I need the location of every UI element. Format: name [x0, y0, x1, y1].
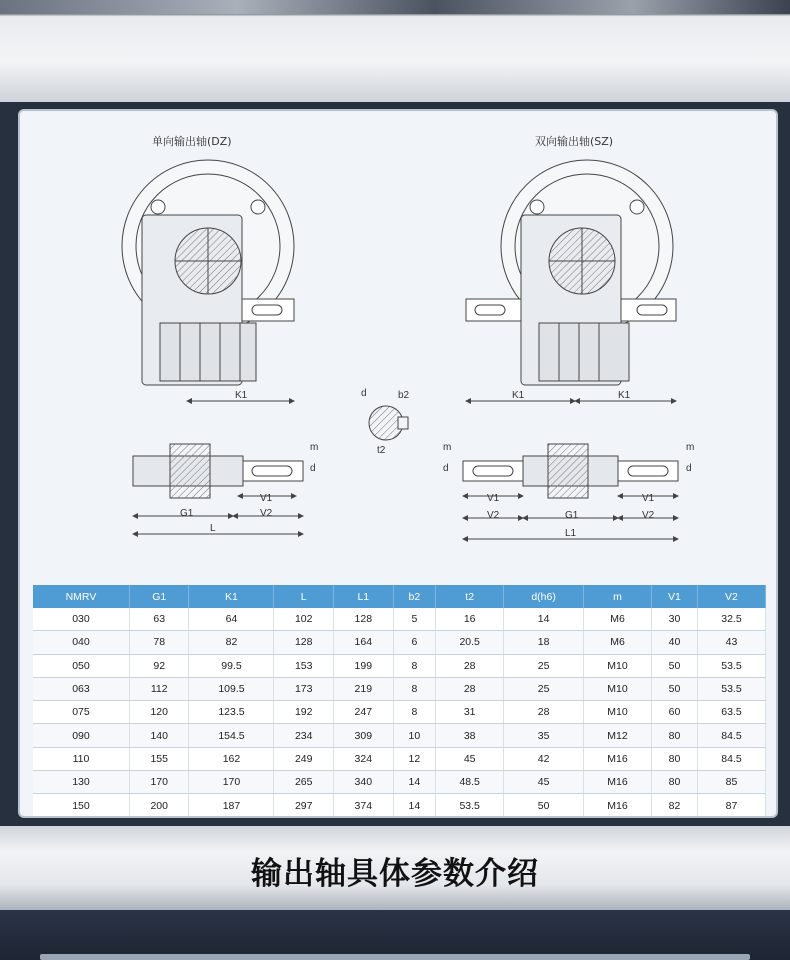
table-cell: 35: [504, 724, 584, 747]
table-cell: M16: [584, 794, 652, 817]
header-d: d(h6): [504, 585, 584, 608]
table-cell: 28: [436, 654, 504, 677]
table-cell: 164: [334, 631, 394, 654]
table-body: [33, 608, 766, 817]
table-cell: 170: [129, 771, 189, 794]
table-cell: 340: [334, 771, 394, 794]
table-cell: 84.5: [697, 747, 765, 770]
table-cell: M10: [584, 677, 652, 700]
shaft-dz-side-view: [133, 444, 303, 498]
table-cell: 6: [393, 631, 436, 654]
label-v1-left: V1: [260, 493, 273, 504]
table-cell: 153: [274, 654, 334, 677]
table-cell: M6: [584, 631, 652, 654]
table-cell: 090: [33, 724, 129, 747]
table-cell: 30: [652, 608, 698, 631]
table-cell: 53.5: [697, 677, 765, 700]
label-d-right-a: d: [443, 463, 449, 474]
table-cell: 50: [652, 677, 698, 700]
table-cell: 16: [436, 608, 504, 631]
table-cell: 102: [274, 608, 334, 631]
table-cell: 42: [504, 747, 584, 770]
table-cell: 50: [652, 654, 698, 677]
table-cell: 309: [334, 724, 394, 747]
table-cell: 8: [393, 677, 436, 700]
label-v1-right-b: V1: [642, 493, 655, 504]
header-nmrv: NMRV: [33, 585, 129, 608]
table-cell: 99.5: [189, 654, 274, 677]
table-cell: 53.5: [697, 654, 765, 677]
table-cell: 14: [393, 771, 436, 794]
table-cell: 040: [33, 631, 129, 654]
table-cell: 18: [504, 631, 584, 654]
table-cell: M16: [584, 747, 652, 770]
label-k1-right-a: K1: [512, 390, 525, 401]
header-l1: L1: [334, 585, 394, 608]
table-cell: 84.5: [697, 724, 765, 747]
table-cell: 31: [436, 701, 504, 724]
label-m-right-a: m: [443, 442, 452, 453]
footer-band: [0, 826, 790, 910]
table-cell: 14: [504, 608, 584, 631]
table-cell: 82: [189, 631, 274, 654]
table-cell: 170: [189, 771, 274, 794]
table-row: [33, 608, 766, 631]
table-cell: 32.5: [697, 608, 765, 631]
table-cell: 10: [393, 724, 436, 747]
table-cell: 8: [393, 654, 436, 677]
table-cell: 43: [697, 631, 765, 654]
top-band: [0, 0, 790, 102]
gearbox-dz-front-view: [122, 160, 294, 385]
table-cell: 28: [436, 677, 504, 700]
table-row: [33, 631, 766, 654]
label-k1-left: K1: [235, 390, 248, 401]
table-cell: 38: [436, 724, 504, 747]
label-t2: t2: [377, 445, 386, 456]
table-cell: 80: [652, 724, 698, 747]
label-m-right-b: m: [686, 442, 695, 453]
table-row: [33, 771, 766, 794]
table-cell: 60: [652, 701, 698, 724]
title-single-output: 单向输出轴(DZ): [152, 135, 232, 148]
table-cell: 80: [652, 771, 698, 794]
table-cell: 374: [334, 794, 394, 817]
shaft-cross-section: [369, 406, 408, 440]
technical-drawing: [20, 111, 776, 581]
table-cell: 030: [33, 608, 129, 631]
gearbox-sz-front-view: [466, 160, 676, 385]
table-cell: 45: [504, 771, 584, 794]
table-cell: 110: [33, 747, 129, 770]
table-cell: 50: [504, 794, 584, 817]
table-cell: 85: [697, 771, 765, 794]
table-cell: 63.5: [697, 701, 765, 724]
table-cell: 87: [697, 794, 765, 817]
table-cell: 155: [129, 747, 189, 770]
table-cell: 234: [274, 724, 334, 747]
label-b2: b2: [398, 390, 410, 401]
label-v1-right-a: V1: [487, 493, 500, 504]
table-header-row: [33, 585, 766, 608]
table-cell: 247: [334, 701, 394, 724]
table-cell: 265: [274, 771, 334, 794]
table-cell: 92: [129, 654, 189, 677]
top-strip: [0, 0, 790, 14]
header-k1: K1: [189, 585, 274, 608]
header-l: L: [274, 585, 334, 608]
table-cell: 150: [33, 794, 129, 817]
table-cell: 187: [189, 794, 274, 817]
table-cell: 162: [189, 747, 274, 770]
table-cell: 128: [334, 608, 394, 631]
header-b2: b2: [393, 585, 436, 608]
table-cell: 109.5: [189, 677, 274, 700]
table-cell: 20.5: [436, 631, 504, 654]
label-g1-right: G1: [565, 510, 579, 521]
label-d-section: d: [361, 388, 367, 399]
header-m: m: [584, 585, 652, 608]
table-cell: 173: [274, 677, 334, 700]
dimensions-table: [33, 585, 766, 818]
header-t2: t2: [436, 585, 504, 608]
table-cell: 050: [33, 654, 129, 677]
table-cell: 128: [274, 631, 334, 654]
table-cell: 5: [393, 608, 436, 631]
table-cell: 40: [652, 631, 698, 654]
table-cell: 45: [436, 747, 504, 770]
table-cell: 249: [274, 747, 334, 770]
table-cell: M10: [584, 701, 652, 724]
table-cell: 123.5: [189, 701, 274, 724]
label-g1-left: G1: [180, 508, 194, 519]
table-cell: 14: [393, 794, 436, 817]
table-cell: 64: [189, 608, 274, 631]
table-cell: 130: [33, 771, 129, 794]
bottom-bar: [40, 954, 750, 960]
table-row: [33, 677, 766, 700]
header-g1: G1: [129, 585, 189, 608]
title-double-output: 双向输出轴(SZ): [535, 135, 614, 148]
shaft-sz-side-view: [463, 444, 678, 498]
table-cell: 063: [33, 677, 129, 700]
table-cell: 199: [334, 654, 394, 677]
table-row: [33, 794, 766, 817]
label-d-left: d: [310, 463, 316, 474]
header-v2: V2: [697, 585, 765, 608]
table-cell: 25: [504, 677, 584, 700]
table-row: [33, 701, 766, 724]
table-cell: 53.5: [436, 794, 504, 817]
label-m-left: m: [310, 442, 319, 453]
label-v2-left: V2: [260, 508, 273, 519]
table-cell: 112: [129, 677, 189, 700]
table-cell: 154.5: [189, 724, 274, 747]
table-cell: M16: [584, 771, 652, 794]
table-cell: M10: [584, 654, 652, 677]
table-cell: 82: [652, 794, 698, 817]
table-cell: 12: [393, 747, 436, 770]
label-k1-right-b: K1: [618, 390, 631, 401]
table-cell: 25: [504, 654, 584, 677]
table-cell: 324: [334, 747, 394, 770]
table-row: [33, 654, 766, 677]
label-v2-right-b: V2: [642, 510, 655, 521]
table-cell: 8: [393, 701, 436, 724]
table-cell: 075: [33, 701, 129, 724]
table-row: [33, 747, 766, 770]
label-d-right-b: d: [686, 463, 692, 474]
bottom-band: [0, 910, 790, 960]
table-cell: 80: [652, 747, 698, 770]
table-row: [33, 724, 766, 747]
table-cell: 48.5: [436, 771, 504, 794]
table-cell: 297: [274, 794, 334, 817]
table-cell: 63: [129, 608, 189, 631]
table-cell: 78: [129, 631, 189, 654]
table-cell: 219: [334, 677, 394, 700]
label-l1-right: L1: [565, 528, 577, 539]
label-l-left: L: [210, 523, 216, 534]
table-cell: 200: [129, 794, 189, 817]
table-cell: 192: [274, 701, 334, 724]
table-cell: 120: [129, 701, 189, 724]
table-cell: M12: [584, 724, 652, 747]
table-cell: 28: [504, 701, 584, 724]
label-v2-right-a: V2: [487, 510, 500, 521]
header-v1: V1: [652, 585, 698, 608]
table-cell: 140: [129, 724, 189, 747]
table-cell: M6: [584, 608, 652, 631]
footer-title: 输出轴具体参数介绍: [251, 856, 539, 892]
spec-panel: [18, 109, 778, 818]
